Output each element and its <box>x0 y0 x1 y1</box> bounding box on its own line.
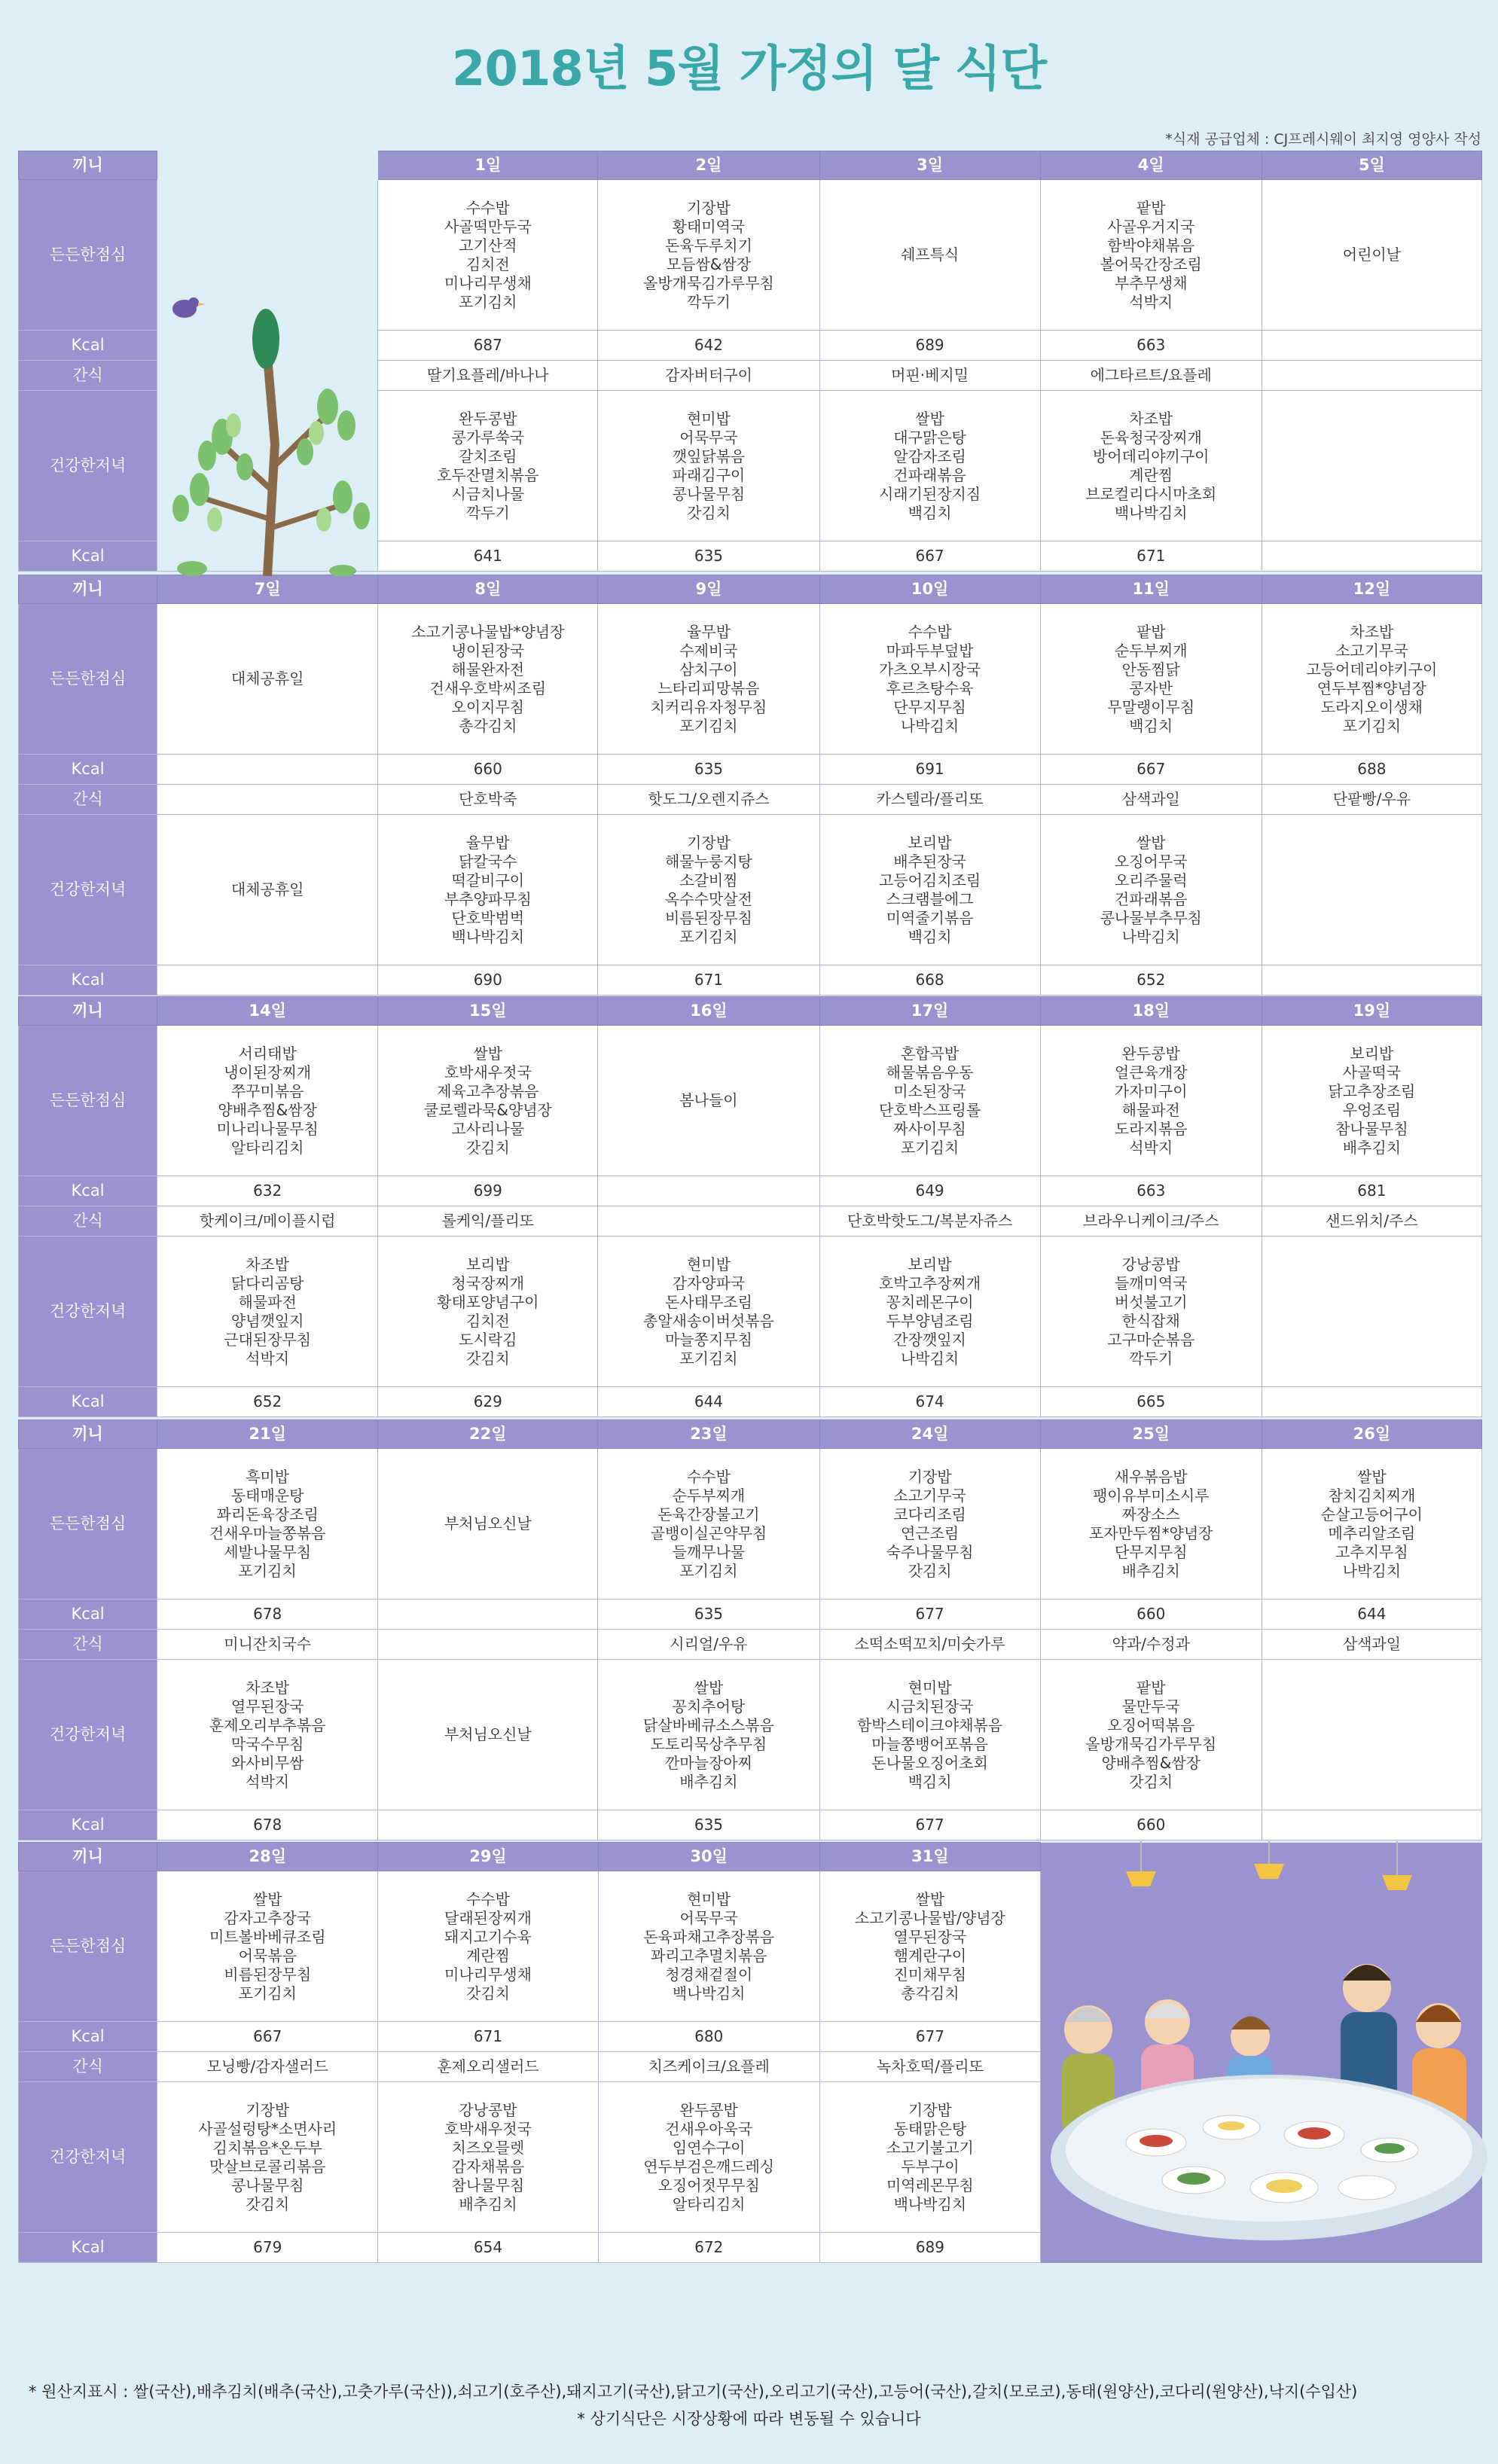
lunch-kcal-cell <box>1262 331 1481 361</box>
snack-row <box>19 1206 1482 1237</box>
dinner-cell: 보리밥 배추된장국 고등어김치조림 스크램블에그 미역줄기볶음 백김치 <box>819 815 1040 965</box>
lunch-kcal-row <box>19 1599 1482 1630</box>
row-label-lunch: 든든한점심 <box>19 1449 157 1599</box>
lunch-cell: 쉐프특식 <box>819 180 1040 331</box>
lunch-cell: 쌀밥 소고기콩나물밥/양념장 열무된장국 햄계란구이 진미채무침 총각김치 <box>819 1871 1040 2022</box>
lunch-kcal-cell: 635 <box>598 1599 819 1630</box>
row-label-kcal: Kcal <box>19 1387 157 1417</box>
day-header: 22일 <box>378 1420 598 1449</box>
dinner-row <box>19 1660 1482 1810</box>
row-label-kcal: Kcal <box>19 965 157 996</box>
snack-cell: 롤케익/플리또 <box>378 1206 598 1237</box>
lunch-kcal-cell: 688 <box>1262 755 1481 785</box>
page-title: 2018년 5월 가정의 달 식단 <box>451 41 1047 97</box>
day-header: 30일 <box>598 1843 819 1871</box>
row-label-header: 끼니 <box>19 1420 157 1449</box>
row-label-snack: 간식 <box>19 785 157 815</box>
snack-cell: 에그타르트/요플레 <box>1040 361 1262 391</box>
snack-cell: 삼색과일 <box>1262 1630 1481 1660</box>
dinner-row <box>19 815 1482 965</box>
dinner-kcal-cell: 689 <box>819 2233 1040 2263</box>
lunch-kcal-cell: 660 <box>1040 1599 1262 1630</box>
dinner-cell: 완두콩밥 콩가루쑥국 갈치조림 호두잔멸치볶음 시금치나물 깍두기 <box>378 391 598 541</box>
lunch-cell: 혼합곡밥 해물볶음우동 미소된장국 단호박스프링롤 짜사이무침 포기김치 <box>819 1026 1040 1176</box>
dinner-cell: 강낭콩밥 호박새우젓국 치즈오믈렛 감자채볶음 참나물무침 배추김치 <box>378 2082 598 2233</box>
snack-cell: 소떡소떡꼬치/미숫가루 <box>819 1630 1040 1660</box>
day-header-row <box>19 1420 1482 1449</box>
dinner-kcal-cell: 644 <box>598 1387 819 1417</box>
day-header: 16일 <box>598 997 819 1026</box>
row-label-snack: 간식 <box>19 1206 157 1237</box>
dinner-kcal-cell: 678 <box>157 1810 378 1840</box>
snack-cell: 치즈케이크/요플레 <box>598 2052 819 2082</box>
week-table <box>18 575 1482 996</box>
dinner-kcal-cell: 671 <box>1040 541 1262 572</box>
dinner-cell: 차조밥 돈육청국장찌개 방어데리야끼구이 계란찜 브로컬리다시마초회 백나박김치 <box>1040 391 1262 541</box>
lunch-kcal-cell: 687 <box>378 331 598 361</box>
row-label-lunch: 든든한점심 <box>19 1871 157 2022</box>
lunch-kcal-cell: 678 <box>157 1599 378 1630</box>
snack-row <box>19 785 1482 815</box>
dinner-cell: 팥밥 물만두국 오징어떡볶음 올방개묵김가루무침 양배추찜&쌈장 갓김치 <box>1040 1660 1262 1810</box>
row-label-kcal: Kcal <box>19 1810 157 1840</box>
row-label-kcal: Kcal <box>19 2022 157 2052</box>
dinner-cell: 대체공휴일 <box>157 815 378 965</box>
lunch-kcal-cell: 667 <box>157 2022 378 2052</box>
lunch-row <box>19 604 1482 755</box>
day-header: 14일 <box>157 997 378 1026</box>
dinner-kcal-cell: 668 <box>819 965 1040 996</box>
day-header: 4일 <box>1040 151 1262 180</box>
lunch-kcal-cell: 689 <box>819 331 1040 361</box>
day-header: 5일 <box>1262 151 1481 180</box>
lunch-row <box>19 1449 1482 1599</box>
lunch-cell: 흑미밥 동태매운탕 꽈리돈육장조림 건새우마늘쫑볶음 세발나물무침 포기김치 <box>157 1449 378 1599</box>
dinner-kcal-cell: 679 <box>157 2233 378 2263</box>
row-label-header: 끼니 <box>19 151 157 180</box>
day-header: 7일 <box>157 575 378 604</box>
dinner-kcal-cell <box>1262 1810 1481 1840</box>
snack-row <box>19 1630 1482 1660</box>
snack-cell <box>1262 361 1481 391</box>
lunch-kcal-row <box>19 755 1482 785</box>
day-header: 17일 <box>819 997 1040 1026</box>
row-label-kcal: Kcal <box>19 1176 157 1206</box>
dinner-kcal-cell: 654 <box>378 2233 598 2263</box>
snack-cell: 삼색과일 <box>1040 785 1262 815</box>
row-label-dinner: 건강한저녁 <box>19 1660 157 1810</box>
origin-note: * 원산지표시 : 쌀(국산),배추김치(배추(국산),고춧가루(국산)),쇠고기(호주산),돼지고기(국산),닭고기(국산),오리고기(국산),고등어(국산),갈치(모로코),동태(원양산),코다리(원양산),낙지(수입산) <box>29 2383 1358 2401</box>
dinner-cell: 쌀밥 오징어무국 오리주물럭 건파래볶음 콩나물부추무침 나박김치 <box>1040 815 1262 965</box>
dinner-row <box>19 1237 1482 1387</box>
row-label-lunch: 든든한점심 <box>19 1026 157 1176</box>
day-header: 25일 <box>1040 1420 1262 1449</box>
lunch-cell: 수수밥 마파두부덮밥 가츠오부시장국 후르츠탕수육 단무지무침 나박김치 <box>819 604 1040 755</box>
lunch-cell: 수수밥 사골떡만두국 고기산적 김치전 미나리무생채 포기김치 <box>378 180 598 331</box>
row-label-lunch: 든든한점심 <box>19 604 157 755</box>
day-header: 26일 <box>1262 1420 1481 1449</box>
lunch-cell: 대체공휴일 <box>157 604 378 755</box>
day-header: 1일 <box>378 151 598 180</box>
snack-cell: 시리얼/우유 <box>598 1630 819 1660</box>
row-label-dinner: 건강한저녁 <box>19 1237 157 1387</box>
snack-cell <box>598 1206 819 1237</box>
snack-cell: 단팥빵/우유 <box>1262 785 1481 815</box>
snack-cell: 핫도그/오렌지쥬스 <box>598 785 819 815</box>
lunch-cell: 보리밥 사골떡국 닭고추장조림 우엉조림 참나물무침 배추김치 <box>1262 1026 1481 1176</box>
dinner-kcal-cell: 690 <box>378 965 598 996</box>
dinner-kcal-cell: 629 <box>378 1387 598 1417</box>
day-header: 23일 <box>598 1420 819 1449</box>
dinner-kcal-cell <box>1262 541 1481 572</box>
row-label-kcal: Kcal <box>19 541 157 572</box>
row-label-header: 끼니 <box>19 1843 157 1871</box>
dinner-kcal-cell: 660 <box>1040 1810 1262 1840</box>
lunch-cell: 기장밥 소고기무국 코다리조림 연근조림 숙주나물무침 갓김치 <box>819 1449 1040 1599</box>
dinner-kcal-cell <box>1262 965 1481 996</box>
dinner-cell <box>1262 1237 1481 1387</box>
dinner-cell: 쌀밥 꽁치추어탕 닭살바베큐소스볶음 도토리묵상추무침 깐마늘장아찌 배추김치 <box>598 1660 819 1810</box>
dinner-kcal-cell <box>1262 1387 1481 1417</box>
snack-cell: 브라우니케이크/주스 <box>1040 1206 1262 1237</box>
lunch-kcal-cell: 642 <box>598 331 819 361</box>
lunch-kcal-cell: 667 <box>1040 755 1262 785</box>
lunch-cell: 소고기콩나물밥*양념장 냉이된장국 해물완자전 건새우호박씨조림 오이지무침 총각김치 <box>378 604 598 755</box>
lunch-cell: 쌀밥 감자고추장국 미트볼바베큐조림 어묵볶음 비름된장무침 포기김치 <box>157 1871 378 2022</box>
dinner-cell: 부처님오신날 <box>378 1660 598 1810</box>
lunch-kcal-cell: 680 <box>598 2022 819 2052</box>
row-label-snack: 간식 <box>19 1630 157 1660</box>
day-header: 24일 <box>819 1420 1040 1449</box>
lunch-cell: 쌀밥 호박새우젓국 제육고추장볶음 쿨로렐라묵&양념장 고사리나물 갓김치 <box>378 1026 598 1176</box>
lunch-kcal-cell: 632 <box>157 1176 378 1206</box>
snack-cell: 감자버터구이 <box>598 361 819 391</box>
row-label-header: 끼니 <box>19 575 157 604</box>
lunch-cell: 어린이날 <box>1262 180 1481 331</box>
snack-cell: 녹차호떡/플리또 <box>819 2052 1040 2082</box>
dinner-cell: 기장밥 사골설렁탕*소면사리 김치볶음*온두부 맛살브로콜리볶음 콩나물무침 갓김치 <box>157 2082 378 2233</box>
lunch-cell: 수수밥 순두부찌개 돈육간장불고기 골뱅이실곤약무침 들깨무나물 포기김치 <box>598 1449 819 1599</box>
lunch-kcal-cell: 677 <box>819 2022 1040 2052</box>
day-header: 10일 <box>819 575 1040 604</box>
family-dinner-illustration <box>1043 1841 1487 2263</box>
snack-cell: 모닝빵/감자샐러드 <box>157 2052 378 2082</box>
row-label-lunch: 든든한점심 <box>19 180 157 331</box>
row-label-dinner: 건강한저녁 <box>19 2082 157 2233</box>
snack-cell: 훈제오리샐러드 <box>378 2052 598 2082</box>
snack-cell: 샌드위치/주스 <box>1262 1206 1481 1237</box>
lunch-cell: 수수밥 달래된장찌개 돼지고기수육 계란찜 미나리무생채 갓김치 <box>378 1871 598 2022</box>
dinner-cell: 율무밥 닭칼국수 떡갈비구이 부추양파무침 단호박범벅 백나박김치 <box>378 815 598 965</box>
dinner-kcal-cell: 641 <box>378 541 598 572</box>
lunch-kcal-cell: 649 <box>819 1176 1040 1206</box>
lunch-cell: 현미밥 어묵무국 돈육파채고추장볶음 꽈리고추멸치볶음 청경채겉절이 백나박김치 <box>598 1871 819 2022</box>
day-header: 15일 <box>378 997 598 1026</box>
dinner-cell: 완두콩밥 건새우아욱국 임연수구이 연두부검은깨드레싱 오징어젓무무침 알타리김치 <box>598 2082 819 2233</box>
dinner-cell: 차조밥 닭다리곰탕 해물파전 양념깻잎지 근대된장무침 석박지 <box>157 1237 378 1387</box>
snack-cell: 단호박핫도그/복분자쥬스 <box>819 1206 1040 1237</box>
row-label-dinner: 건강한저녁 <box>19 391 157 541</box>
lunch-row <box>19 1026 1482 1176</box>
lunch-kcal-row <box>19 1176 1482 1206</box>
dinner-kcal-cell: 635 <box>598 1810 819 1840</box>
dinner-kcal-cell: 677 <box>819 1810 1040 1840</box>
lunch-kcal-cell: 635 <box>598 755 819 785</box>
dinner-kcal-row <box>19 965 1482 996</box>
dinner-cell: 현미밥 어묵무국 깻잎닭볶음 파래김구이 콩나물무침 갓김치 <box>598 391 819 541</box>
snack-cell: 약과/수정과 <box>1040 1630 1262 1660</box>
dinner-kcal-cell: 635 <box>598 541 819 572</box>
row-label-snack: 간식 <box>19 2052 157 2082</box>
dinner-kcal-cell: 667 <box>819 541 1040 572</box>
dinner-kcal-cell <box>157 965 378 996</box>
day-header: 8일 <box>378 575 598 604</box>
day-header: 11일 <box>1040 575 1262 604</box>
dinner-kcal-cell: 652 <box>157 1387 378 1417</box>
lunch-cell: 부처님오신날 <box>378 1449 598 1599</box>
lunch-kcal-cell: 691 <box>819 755 1040 785</box>
dinner-cell: 차조밥 열무된장국 훈제오리부추볶음 막국수무침 와사비무쌈 석박지 <box>157 1660 378 1810</box>
lunch-cell: 기장밥 황태미역국 돈육두루치기 모듬쌈&쌈장 올방개묵김가루무침 깍두기 <box>598 180 819 331</box>
lunch-kcal-cell: 663 <box>1040 331 1262 361</box>
day-header: 9일 <box>598 575 819 604</box>
day-header-row <box>19 151 1482 180</box>
day-header: 3일 <box>819 151 1040 180</box>
day-header-row <box>19 997 1482 1026</box>
lunch-kcal-cell <box>378 1599 598 1630</box>
week-table <box>18 996 1482 1417</box>
row-label-kcal: Kcal <box>19 1599 157 1630</box>
dinner-kcal-cell: 674 <box>819 1387 1040 1417</box>
day-header: 21일 <box>157 1420 378 1449</box>
dinner-kcal-cell <box>378 1810 598 1840</box>
dinner-cell: 쌀밥 대구맑은탕 알감자조림 건파래볶음 시래기된장지짐 백김치 <box>819 391 1040 541</box>
lunch-kcal-cell: 681 <box>1262 1176 1481 1206</box>
snack-cell: 핫케이크/메이플시럽 <box>157 1206 378 1237</box>
dinner-cell: 현미밥 감자양파국 돈사태무조림 총알새송이버섯볶음 마늘쫑지무침 포기김치 <box>598 1237 819 1387</box>
snack-cell: 카스텔라/플리또 <box>819 785 1040 815</box>
day-header: 12일 <box>1262 575 1481 604</box>
lunch-cell: 봄나들이 <box>598 1026 819 1176</box>
row-label-header: 끼니 <box>19 997 157 1026</box>
dinner-kcal-row <box>19 1810 1482 1840</box>
lunch-kcal-cell <box>157 755 378 785</box>
dinner-cell <box>1262 1660 1481 1810</box>
dinner-cell <box>1262 815 1481 965</box>
dinner-kcal-cell: 665 <box>1040 1387 1262 1417</box>
week-table <box>18 1420 1482 1840</box>
snack-cell <box>378 1630 598 1660</box>
lunch-kcal-cell: 677 <box>819 1599 1040 1630</box>
snack-cell: 미니잔치국수 <box>157 1630 378 1660</box>
lunch-cell: 쌀밥 참치김치찌개 순살고등어구이 메추리알조림 고추지무침 나박김치 <box>1262 1449 1481 1599</box>
lunch-kcal-cell: 699 <box>378 1176 598 1206</box>
row-label-kcal: Kcal <box>19 331 157 361</box>
dinner-cell: 보리밥 청국장찌개 황태포양념구이 김치전 도시락김 갓김치 <box>378 1237 598 1387</box>
blank-header-cell <box>157 151 378 180</box>
lunch-cell: 율무밥 수제비국 삼치구이 느타리피망볶음 치커리유자청무침 포기김치 <box>598 604 819 755</box>
lunch-kcal-cell: 644 <box>1262 1599 1481 1630</box>
lunch-cell: 차조밥 소고기무국 고등어데리야키구이 연두부찜*양념장 도라지오이생채 포기김치 <box>1262 604 1481 755</box>
lunch-cell: 팥밥 순두부찌개 안동찜닭 콩자반 무말랭이무침 백김치 <box>1040 604 1262 755</box>
supplier-note: *식재 공급업체 : CJ프레시웨이 최지영 영양사 작성 <box>1165 131 1481 148</box>
snack-cell: 머핀·베지밀 <box>819 361 1040 391</box>
row-label-kcal: Kcal <box>19 755 157 785</box>
day-header: 19일 <box>1262 997 1481 1026</box>
dinner-cell: 기장밥 동태맑은탕 소고기불고기 두부구이 미역레몬무침 백나박김치 <box>819 2082 1040 2233</box>
day-header: 2일 <box>598 151 819 180</box>
dinner-kcal-cell: 652 <box>1040 965 1262 996</box>
snack-cell: 딸기요플레/바나나 <box>378 361 598 391</box>
row-label-snack: 간식 <box>19 361 157 391</box>
day-header: 31일 <box>819 1843 1040 1871</box>
lunch-kcal-cell: 671 <box>378 2022 598 2052</box>
dinner-kcal-row <box>19 1387 1482 1417</box>
row-label-kcal: Kcal <box>19 2233 157 2263</box>
lunch-cell: 완두콩밥 얼큰육개장 가자미구이 해물파전 도라지볶음 석박지 <box>1040 1026 1262 1176</box>
day-header: 28일 <box>157 1843 378 1871</box>
lunch-cell: 새우볶음밥 팽이유부미소시루 짜장소스 포자만두찜*양념장 단무지무침 배추김치 <box>1040 1449 1262 1599</box>
tree-bird-illustration <box>154 294 373 576</box>
lunch-cell: 팥밥 사골우거지국 함박야채볶음 볼어묵간장조림 부추무생채 석박지 <box>1040 180 1262 331</box>
dinner-cell <box>1262 391 1481 541</box>
lunch-cell: 서리태밥 냉이된장찌개 쭈꾸미볶음 양배추찜&쌈장 미나리나물무침 알타리김치 <box>157 1026 378 1176</box>
row-label-dinner: 건강한저녁 <box>19 815 157 965</box>
dinner-kcal-cell: 672 <box>598 2233 819 2263</box>
lunch-kcal-cell <box>598 1176 819 1206</box>
snack-cell <box>157 785 378 815</box>
dinner-kcal-cell: 671 <box>598 965 819 996</box>
dinner-cell: 보리밥 호박고추장찌개 꽁치레몬구이 두부양념조림 간장깻잎지 나박김치 <box>819 1237 1040 1387</box>
dinner-cell: 기장밥 해물누룽지탕 소갈비찜 옥수수맛살전 비름된장무침 포기김치 <box>598 815 819 965</box>
day-header: 18일 <box>1040 997 1262 1026</box>
lunch-kcal-cell: 660 <box>378 755 598 785</box>
day-header-row <box>19 575 1482 604</box>
change-note: * 상기식단은 시장상황에 따라 변동될 수 있습니다 <box>577 2410 921 2428</box>
day-header: 29일 <box>378 1843 598 1871</box>
dinner-cell: 현미밥 시금치된장국 함박스테이크야채볶음 마늘쫑뱅어포볶음 돈나물오징어초회 백김치 <box>819 1660 1040 1810</box>
dinner-cell: 강낭콩밥 들깨미역국 버섯불고기 한식잡채 고구마순볶음 깍두기 <box>1040 1237 1262 1387</box>
snack-cell: 단호박죽 <box>378 785 598 815</box>
lunch-kcal-cell: 663 <box>1040 1176 1262 1206</box>
